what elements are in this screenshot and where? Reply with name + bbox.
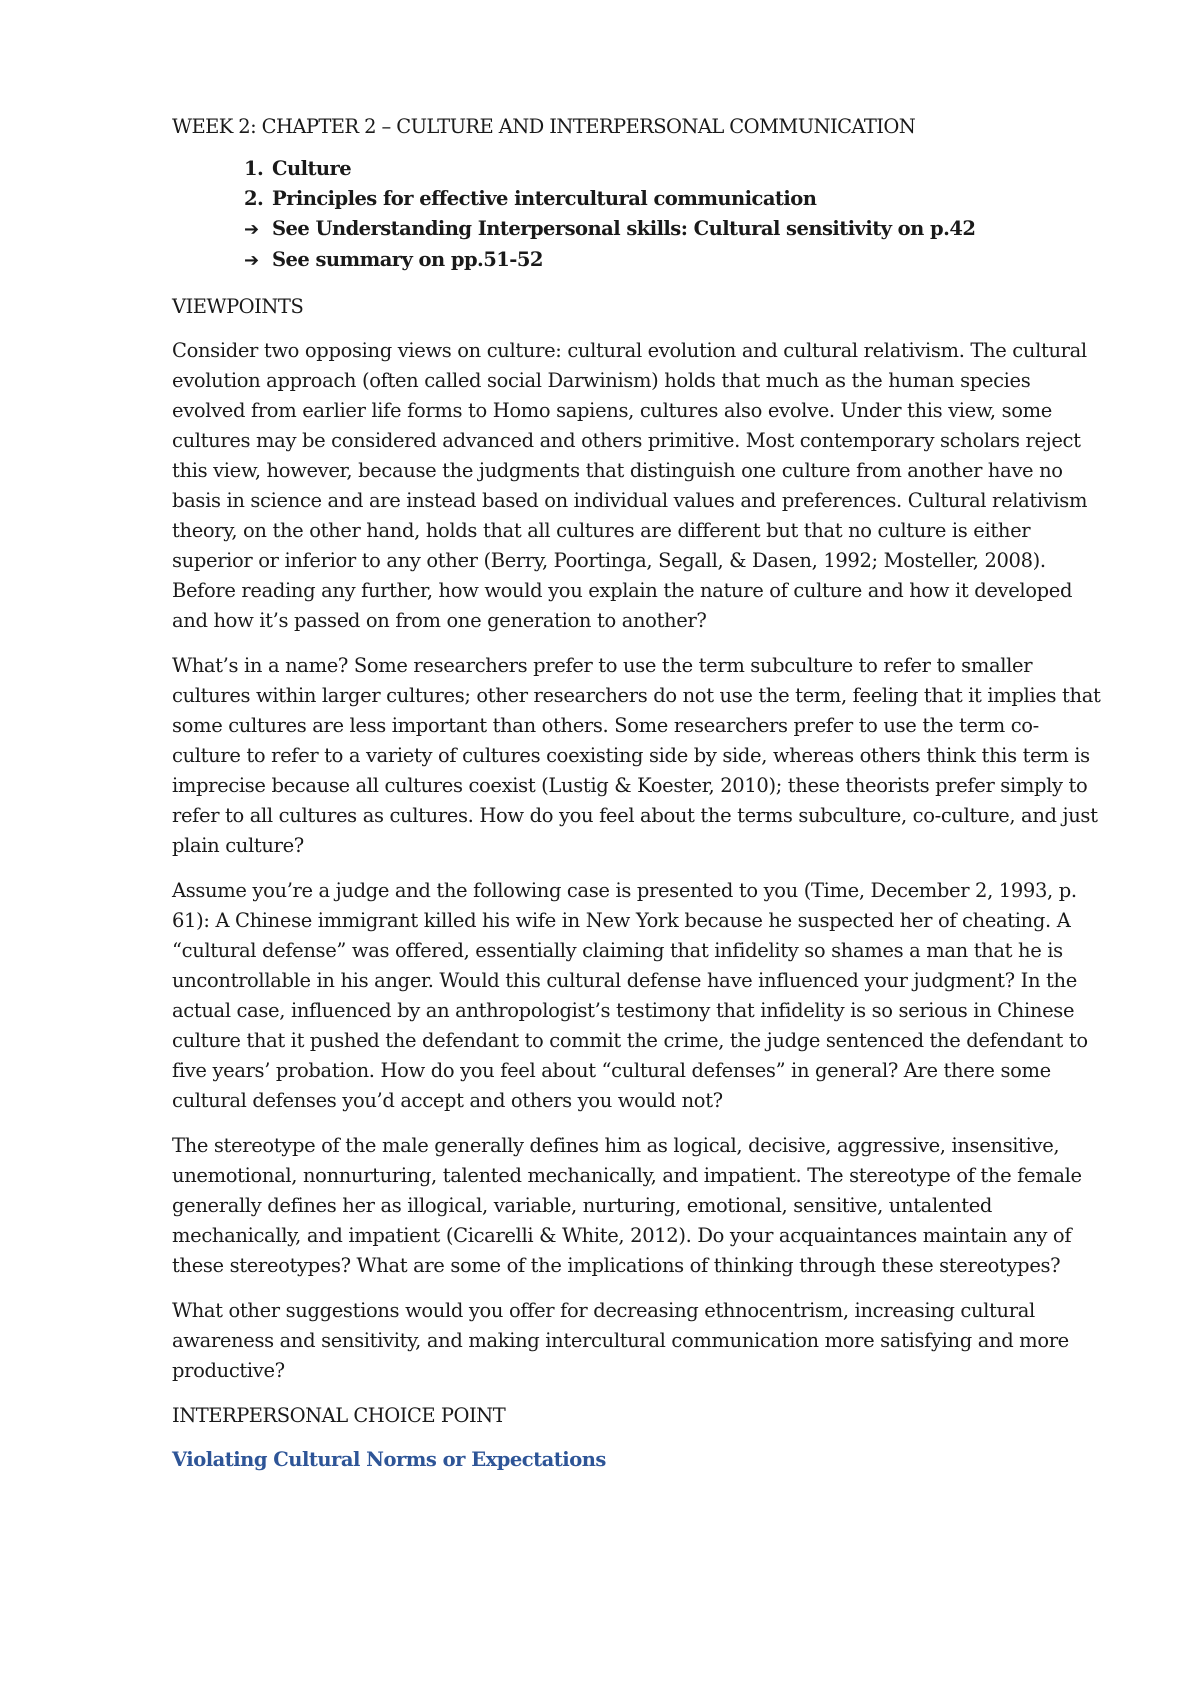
paragraph: The stereotype of the male generally defines him as logical, decisive, aggressive, insensitive, unemotional, nonnurturing, talented mechanically, and impatient. The stereotype of the female generally defines her as illogical, variable, nurturing, emotional, sensitive, untalented mechanically, and impatient (Cicarelli & White, 2012). Do your acquaintances maintain any of these stereotypes? What are some of the implications of thinking through these stereotypes? bbox=[172, 1134, 1082, 1277]
paragraph: Consider two opposing views on culture: cultural evolution and cultural relativism. The cultural evolution approach (often called social Darwinism) holds that much as the human species evolved from earlier life forms to Homo sapiens, cultures also evolve. Under this view, some cultures may be considered advanced and others primitive. Most contemporary scholars reject this view, however, because the judgments that distinguish one culture from another have no basis in science and are instead based on individual values and preferences. Cultural relativism theory, on the other hand, holds that all cultures are different but that no culture is either superior or inferior to any other (Berry, Poortinga, Segall, & Dasen, 1992; Mosteller, 2008). Before reading any further, how would you explain the nature of culture and how it developed and how it’s passed on from one generation to another? bbox=[172, 339, 1088, 632]
choice-point-subheading: Violating Cultural Norms or Expectations bbox=[172, 1448, 606, 1471]
outline-item bbox=[244, 154, 1102, 184]
chapter-outline bbox=[172, 154, 1102, 276]
outline-item bbox=[244, 184, 1102, 214]
right-arrow-icon: ➔ bbox=[244, 250, 259, 271]
viewpoints-heading: VIEWPOINTS bbox=[172, 295, 304, 318]
outline-item bbox=[244, 245, 1102, 276]
outline-number: 1. bbox=[244, 157, 264, 180]
outline-text: Culture bbox=[272, 157, 352, 180]
outline-number: 2. bbox=[244, 187, 264, 210]
document-page bbox=[172, 112, 1102, 1475]
outline-text: See Understanding Interpersonal skills: Cultural sensitivity on p.42 bbox=[272, 217, 976, 240]
paragraph: What’s in a name? Some researchers prefer to use the term subculture to refer to smaller cultures within larger cultures; other researchers do not use the term, feeling that it implies that some cultures are less important than others. Some researchers prefer to use the term co-culture to refer to a variety of cultures coexisting side by side, whereas others think this term is imprecise because all cultures coexist (Lustig & Koester, 2010); these theorists prefer simply to refer to all cultures as cultures. How do you feel about the terms subculture, co-culture, and just plain culture? bbox=[172, 654, 1101, 857]
choice-point-heading: INTERPERSONAL CHOICE POINT bbox=[172, 1404, 506, 1427]
outline-text: Principles for effective intercultural communication bbox=[272, 187, 817, 210]
paragraph: What other suggestions would you offer for decreasing ethnocentrism, increasing cultural awareness and sensitivity, and making intercultural communication more satisfying and more productive? bbox=[172, 1299, 1069, 1382]
outline-text: See summary on pp.51-52 bbox=[272, 248, 543, 271]
outline-item bbox=[244, 214, 1102, 245]
document-title: WEEK 2: CHAPTER 2 – CULTURE AND INTERPERSONAL COMMUNICATION bbox=[172, 115, 916, 138]
paragraph: Assume you’re a judge and the following case is presented to you (Time, December 2, 1993, p. 61): A Chinese immigrant killed his wife in New York because he suspected her of cheating. A “cultural defense” was offered, essentially claiming that infidelity so shames a man that he is uncontrollable in his anger. Would this cultural defense have influenced your judgment? In the actual case, influenced by an anthropologist’s testimony that infidelity is so serious in Chinese culture that it pushed the defendant to commit the crime, the judge sentenced the defendant to five years’ probation. How do you feel about “cultural defenses” in general? Are there some cultural defenses you’d accept and others you would not? bbox=[172, 879, 1088, 1112]
right-arrow-icon: ➔ bbox=[244, 219, 259, 240]
